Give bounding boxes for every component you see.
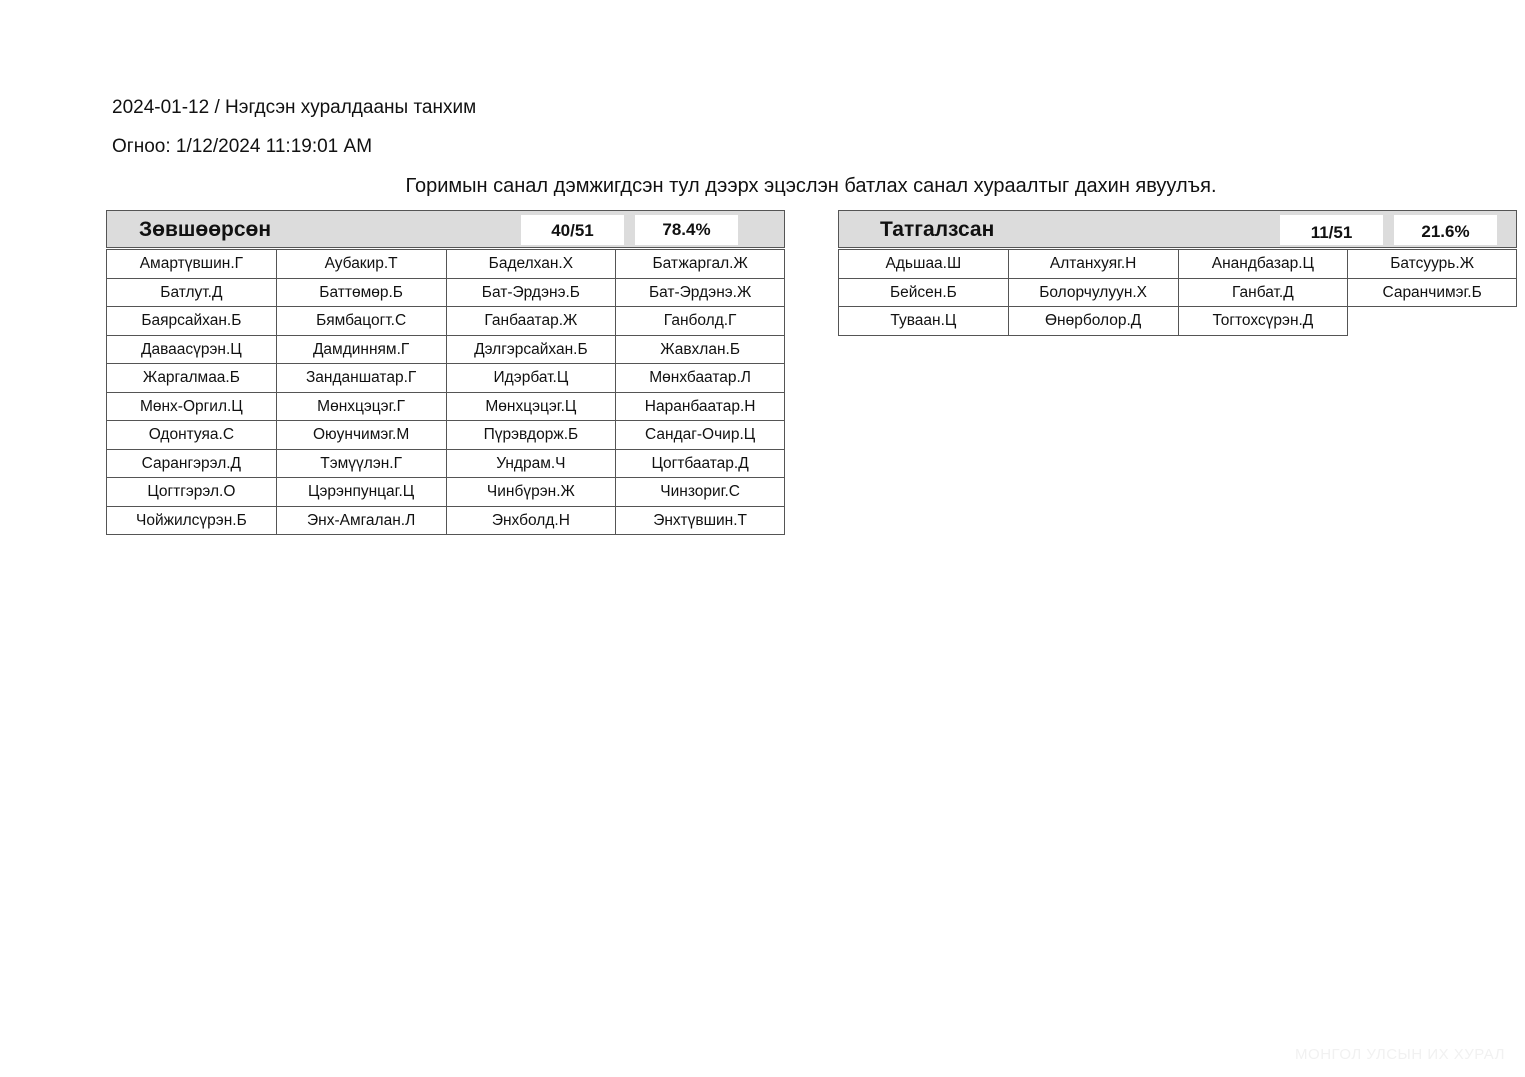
member-name-cell: Батжаргал.Ж: [615, 249, 785, 279]
member-name-cell: Дамдинням.Г: [276, 335, 447, 365]
member-name-cell: Жаргалмаа.Б: [106, 363, 277, 393]
member-name-cell: Даваасүрэн.Ц: [106, 335, 277, 365]
member-name-cell: Саранчимэг.Б: [1347, 278, 1517, 308]
member-name-cell: Одонтуяа.С: [106, 420, 277, 450]
member-name-cell: Чинбүрэн.Ж: [446, 477, 617, 507]
member-name-cell: Чойжилсүрэн.Б: [106, 506, 277, 536]
member-name-cell: Туваан.Ц: [838, 306, 1009, 336]
member-name-cell: Алтанхуяг.Н: [1008, 249, 1179, 279]
member-name-cell: Тогтохсүрэн.Д: [1178, 306, 1349, 336]
member-name-cell: Болорчулуун.Х: [1008, 278, 1179, 308]
member-name-cell: Ундрам.Ч: [446, 449, 617, 479]
member-name-cell: Адьшаа.Ш: [838, 249, 1009, 279]
member-name-cell: Ганбаатар.Ж: [446, 306, 617, 336]
member-name-cell: Баделхан.Х: [446, 249, 617, 279]
member-name-cell: Дэлгэрсайхан.Б: [446, 335, 617, 365]
member-name-cell: Баттөмөр.Б: [276, 278, 447, 308]
session-title: 2024-01-12 / Нэгдсэн хуралдааны танхим: [112, 97, 477, 118]
approved-panel: [106, 210, 785, 534]
member-name-cell: Идэрбат.Ц: [446, 363, 617, 393]
vote-date: Огноо: 1/12/2024 11:19:01 AM: [112, 136, 373, 157]
member-name-cell: Энх-Амгалан.Л: [276, 506, 447, 536]
rejected-names-table: [838, 249, 1517, 335]
member-name-cell: Энхболд.Н: [446, 506, 617, 536]
member-name-cell: Бат-Эрдэнэ.Ж: [615, 278, 785, 308]
member-name-cell: Ганболд.Г: [615, 306, 785, 336]
approved-title: Зөвшөөрсөн: [139, 218, 272, 241]
member-name-cell: Батлут.Д: [106, 278, 277, 308]
rejected-percent: 21.6%: [1394, 215, 1497, 245]
member-name-cell: Наранбаатар.Н: [615, 392, 785, 422]
member-name-cell: Бейсен.Б: [838, 278, 1009, 308]
member-name-cell: Энхтүвшин.Т: [615, 506, 785, 536]
member-name-cell: Баярсайхан.Б: [106, 306, 277, 336]
member-name-cell: Мөнх-Оргил.Ц: [106, 392, 277, 422]
member-name-cell: Мөнхцэцэг.Г: [276, 392, 447, 422]
member-name-cell: Цогтбаатар.Д: [615, 449, 785, 479]
rejected-count: 11/51: [1280, 215, 1383, 245]
member-name-cell: Батсуурь.Ж: [1347, 249, 1517, 279]
member-name-cell: Мөнхцэцэг.Ц: [446, 392, 617, 422]
member-name-cell: Бямбацогт.С: [276, 306, 447, 336]
member-name-cell: Сандаг-Очир.Ц: [615, 420, 785, 450]
rejected-title: Татгалзсан: [880, 218, 995, 241]
watermark-text: МОНГОЛ УЛСЫН ИХ ХУРАЛ: [1295, 1046, 1505, 1063]
vote-subject: Горимын санал дэмжигдсэн тул дээрх эцэслэн батлах санал хураалтыг дахин явуулъя.: [405, 175, 1217, 197]
approved-count: 40/51: [521, 215, 624, 245]
member-name-cell: Сарангэрэл.Д: [106, 449, 277, 479]
member-name-cell: Цэрэнпунцаг.Ц: [276, 477, 447, 507]
member-name-cell: Занданшатар.Г: [276, 363, 447, 393]
member-name-cell: Мөнхбаатар.Л: [615, 363, 785, 393]
approved-panel-header: [106, 210, 785, 248]
rejected-panel-header: [838, 210, 1517, 248]
member-name-cell: Ганбат.Д: [1178, 278, 1349, 308]
member-name-cell: Аубакир.Т: [276, 249, 447, 279]
member-name-cell: Оюунчимэг.М: [276, 420, 447, 450]
member-name-cell: Жавхлан.Б: [615, 335, 785, 365]
member-name-cell: Тэмүүлэн.Г: [276, 449, 447, 479]
member-name-cell: Өнөрболор.Д: [1008, 306, 1179, 336]
rejected-panel: [838, 210, 1517, 335]
member-name-cell: Чинзориг.С: [615, 477, 785, 507]
approved-percent: 78.4%: [635, 215, 738, 245]
member-name-cell: Анандбазар.Ц: [1178, 249, 1349, 279]
member-name-cell: Пүрэвдорж.Б: [446, 420, 617, 450]
member-name-cell: Бат-Эрдэнэ.Б: [446, 278, 617, 308]
approved-names-table: [106, 249, 785, 534]
member-name-cell: Цогтгэрэл.О: [106, 477, 277, 507]
member-name-cell: Амартүвшин.Г: [106, 249, 277, 279]
